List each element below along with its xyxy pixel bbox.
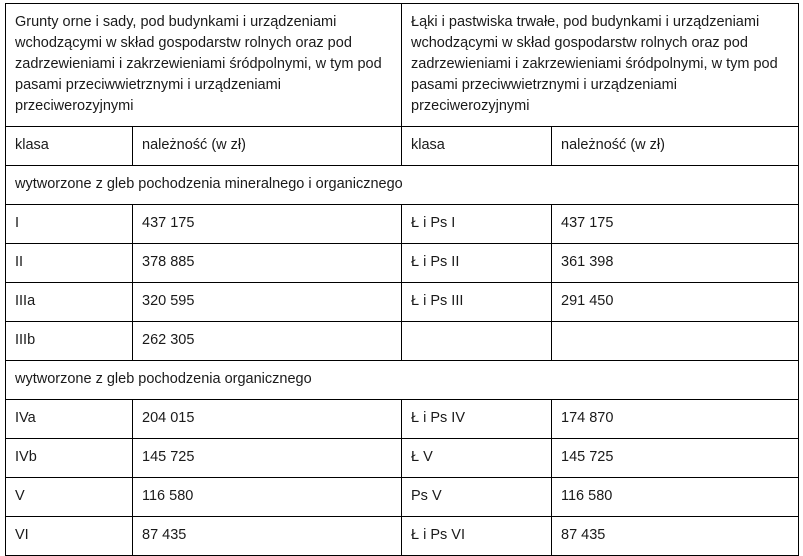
cell-naleznosc-left: 378 885 (133, 244, 402, 283)
cell-naleznosc-left: 262 305 (133, 322, 402, 361)
section-header-organic: wytworzone z gleb pochodzenia organicznego (6, 361, 799, 400)
section-header-row (6, 361, 799, 400)
column-header-naleznosc-left: należność (w zł) (133, 127, 402, 166)
cell-naleznosc-right: 437 175 (552, 205, 799, 244)
cell-klasa-left: VI (6, 517, 133, 556)
cell-klasa-right: Ps V (402, 478, 552, 517)
group-header-arable-land: Grunty orne i sady, pod budynkami i urządzeniami wchodzącymi w skład gospodarstw rolnych oraz pod zadrzewieniami i zakrzewieniami śródpolnymi, w tym pod pasami przeciwwietrznymi i urządzeniami przeciwerozyjnymi (6, 4, 402, 127)
cell-klasa-right: Ł i Ps II (402, 244, 552, 283)
cell-naleznosc-right: 145 725 (552, 439, 799, 478)
table-row (6, 283, 799, 322)
section-header-mineral-organic: wytworzone z gleb pochodzenia mineralnego i organicznego (6, 166, 799, 205)
group-header-meadows-pastures: Łąki i pastwiska trwałe, pod budynkami i urządzeniami wchodzącymi w skład gospodarstw rolnych oraz pod zadrzewieniami i zakrzewieniami śródpolnymi, w tym pod pasami przeciwwietrznymi i urządzeniami przeciwerozyjnymi (402, 4, 799, 127)
table-row (6, 517, 799, 556)
cell-klasa-left: V (6, 478, 133, 517)
cell-naleznosc-right: 87 435 (552, 517, 799, 556)
cell-klasa-left: IVb (6, 439, 133, 478)
cell-naleznosc-left: 87 435 (133, 517, 402, 556)
cell-naleznosc-right: 361 398 (552, 244, 799, 283)
table-row (6, 439, 799, 478)
table-row (6, 322, 799, 361)
table-row (6, 205, 799, 244)
cell-klasa-left: IIIb (6, 322, 133, 361)
section-header-row (6, 166, 799, 205)
cell-naleznosc-left: 204 015 (133, 400, 402, 439)
cell-klasa-right: Ł i Ps III (402, 283, 552, 322)
column-header-naleznosc-right: należność (w zł) (552, 127, 799, 166)
column-header-klasa-left: klasa (6, 127, 133, 166)
cell-klasa-left: IVa (6, 400, 133, 439)
cell-naleznosc-right: 116 580 (552, 478, 799, 517)
cell-naleznosc-right (552, 322, 799, 361)
cell-klasa-left: II (6, 244, 133, 283)
cell-klasa-right (402, 322, 552, 361)
cell-klasa-right: Ł V (402, 439, 552, 478)
cell-klasa-left: I (6, 205, 133, 244)
cell-naleznosc-left: 320 595 (133, 283, 402, 322)
cell-klasa-right: Ł i Ps VI (402, 517, 552, 556)
table-group-header-row (6, 4, 799, 127)
table-row (6, 478, 799, 517)
cell-naleznosc-left: 145 725 (133, 439, 402, 478)
table-row (6, 244, 799, 283)
cell-naleznosc-left: 437 175 (133, 205, 402, 244)
cell-naleznosc-right: 291 450 (552, 283, 799, 322)
column-header-klasa-right: klasa (402, 127, 552, 166)
cell-klasa-right: Ł i Ps I (402, 205, 552, 244)
cell-naleznosc-left: 116 580 (133, 478, 402, 517)
cell-naleznosc-right: 174 870 (552, 400, 799, 439)
table-row (6, 400, 799, 439)
table-column-header-row (6, 127, 799, 166)
cell-klasa-right: Ł i Ps IV (402, 400, 552, 439)
cell-klasa-left: IIIa (6, 283, 133, 322)
land-rates-table (5, 3, 799, 556)
